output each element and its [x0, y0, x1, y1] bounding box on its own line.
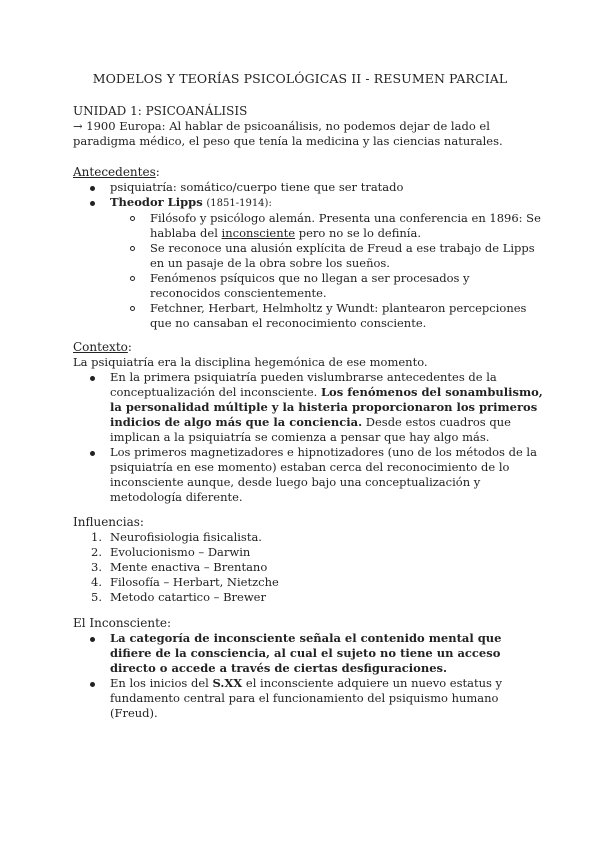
unidad-section	[73, 104, 543, 149]
contexto-section	[73, 340, 543, 505]
list-item: La categoría de inconsciente señala el contenido mental que difiere de la consciencia, al cual el sujeto no tiene un acceso directo o accede a través de ciertas desfiguraciones.	[73, 631, 543, 676]
inconsciente-list	[73, 631, 543, 721]
sublist-item: Se reconoce una alusión explícita de Freud a ese trabajo de Lipps en un pasaje de la obra sobre los sueños.	[73, 241, 543, 271]
bullet-icon	[90, 682, 95, 687]
list-item: En la primera psiquiatría pueden vislumbrarse antecedentes de la conceptualización del inconsciente. Los fenómenos del sonambulismo, la personalidad múltiple y la histeria proporcionaron los primeros indicios de algo más que la conciencia. Desde estos cuadros que implican a la psiquiatría se comienza a pensar que hay algo más.	[73, 370, 543, 445]
bullet-icon	[90, 376, 95, 381]
contexto-heading: Contexto:	[73, 340, 132, 354]
sublist-item: Filósofo y psicólogo alemán. Presenta una conferencia en 1896: Se hablaba del inconsciente pero no se lo definía.	[73, 211, 543, 241]
list-item: 5. Metodo catartico – Brewer	[91, 590, 266, 604]
list-item: Los primeros magnetizadores e hipnotizadores (uno de los métodos de la psiquiatría en ese momento) estaban cerca del reconocimiento de lo inconsciente aunque, desde luego bajo una conceptualización y metodología diferente.	[73, 445, 543, 505]
bullet-icon	[90, 637, 95, 642]
unidad-heading: UNIDAD 1: PSICOANÁLISIS	[73, 104, 248, 118]
circle-bullet-icon	[130, 306, 135, 311]
inconsciente-heading: El Inconsciente:	[73, 616, 172, 630]
influencias-section	[73, 515, 543, 605]
arrow-icon: →	[73, 119, 83, 133]
circle-bullet-icon	[130, 246, 135, 251]
influencias-list	[73, 530, 543, 605]
list-item: 2. Evolucionismo – Darwin	[91, 545, 251, 559]
bullet-icon	[90, 451, 95, 456]
list-item: 3. Mente enactiva – Brentano	[91, 560, 268, 574]
inconsciente-section	[73, 616, 543, 721]
contexto-list	[73, 370, 543, 505]
list-item: Theodor Lipps (1851-1914):	[73, 195, 543, 211]
contexto-intro: La psiquiatría era la disciplina hegemónica de ese momento.	[73, 355, 428, 369]
sublist-item: Fetchner, Herbart, Helmholtz y Wundt: plantearon percepciones que no cansaban el reconocimiento consciente.	[73, 301, 543, 331]
bullet-icon	[90, 201, 95, 206]
bullet-icon	[90, 186, 95, 191]
circle-bullet-icon	[130, 276, 135, 281]
antecedentes-list	[73, 180, 543, 211]
list-item: psiquiatría: somático/cuerpo tiene que ser tratado	[73, 180, 543, 195]
list-item: 4. Filosofía – Herbart, Nietzche	[91, 575, 279, 589]
antecedentes-heading: Antecedentes:	[73, 165, 160, 179]
document-title: MODELOS Y TEORÍAS PSICOLÓGICAS II - RESUMEN PARCIAL	[92, 71, 508, 86]
list-item: En los inicios del S.XX el inconsciente adquiere un nuevo estatus y fundamento central para el funcionamiento del psiquismo humano (Freud).	[73, 676, 543, 721]
circle-bullet-icon	[130, 216, 135, 221]
unidad-intro: → 1900 Europa: Al hablar de psicoanálisis, no podemos dejar de lado el paradigma médico, el peso que tenía la medicina y las ciencias naturales.	[73, 119, 503, 148]
influencias-heading: Influencias:	[73, 515, 144, 529]
list-item: 1. Neurofisiologia fisicalista.	[91, 530, 262, 544]
lipps-sublist	[73, 211, 543, 331]
sublist-item: Fenómenos psíquicos que no llegan a ser procesados y reconocidos conscientemente.	[73, 271, 543, 301]
antecedentes-section	[73, 165, 543, 331]
